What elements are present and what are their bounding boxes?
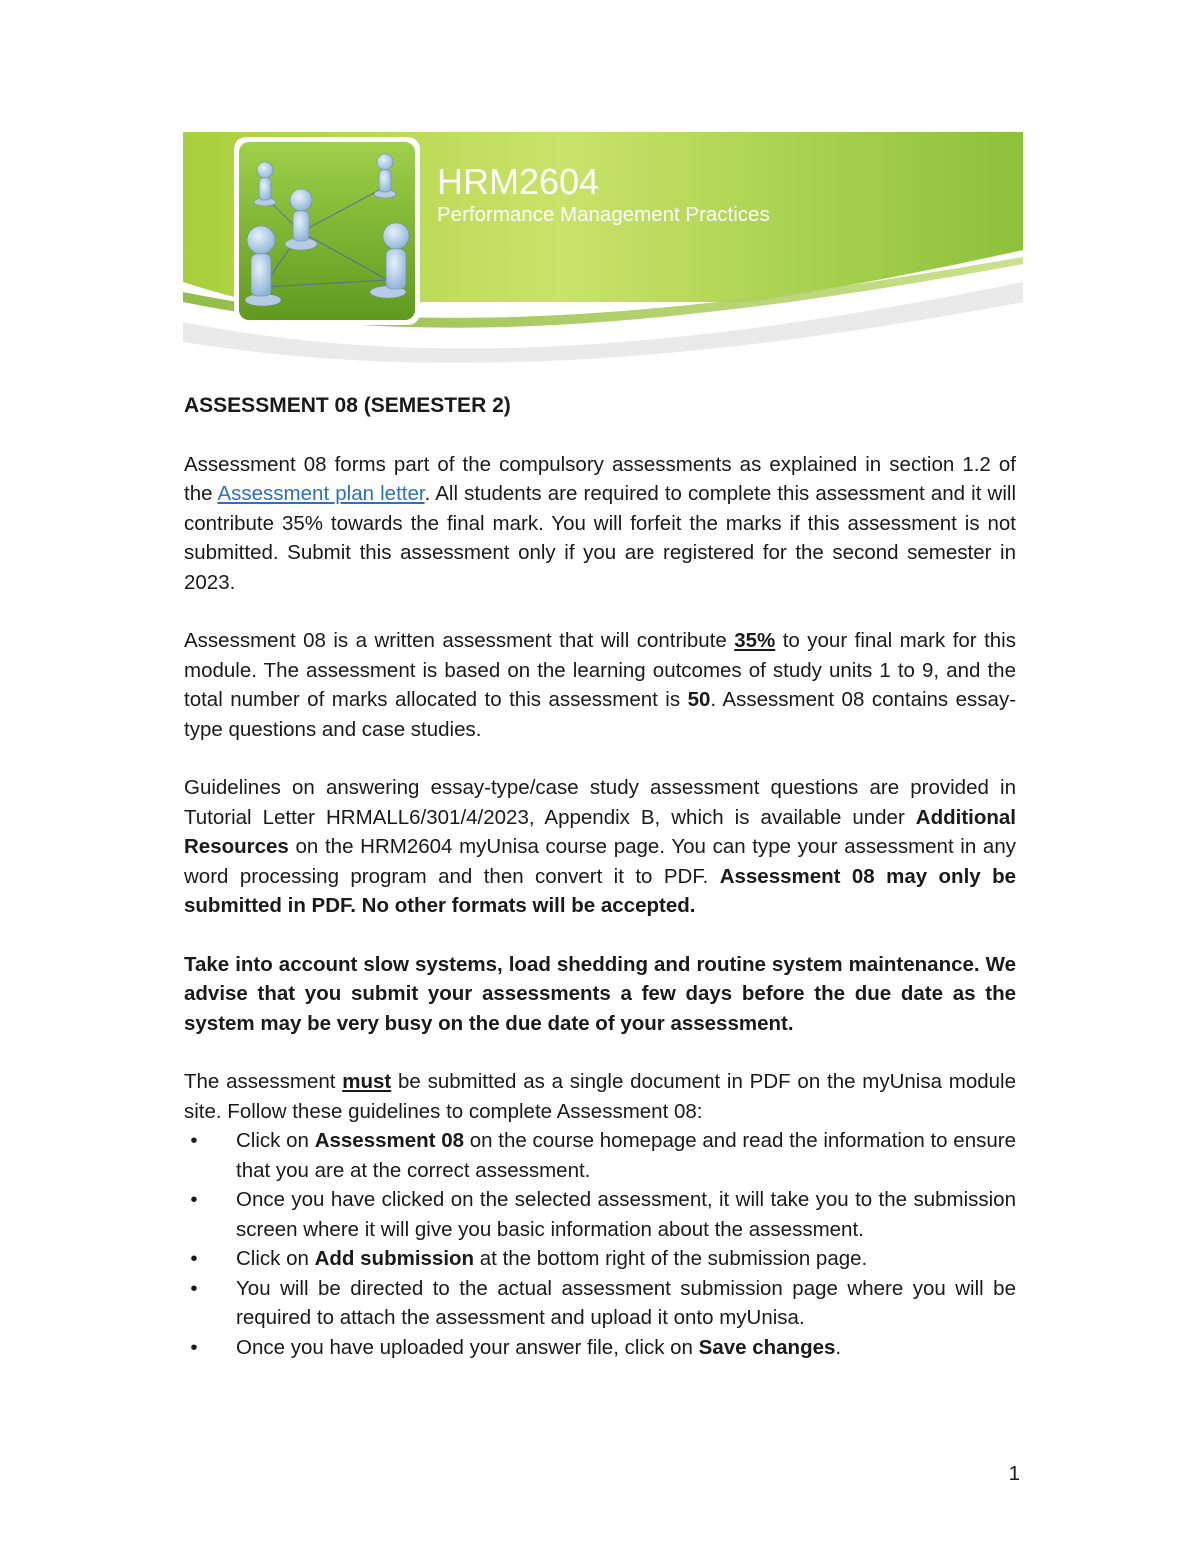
bullet-icon: • — [190, 1276, 198, 1300]
step-bold: Save changes — [698, 1335, 836, 1359]
intro-text-b: . All students are required to complete this assessment and it will contribute 35% towards the final mark. You will forfeit the marks if this assessment is not submitted. Submit this assessment only if you are registered for the second semester in 2023. — [184, 482, 1017, 594]
paragraph-intro — [184, 450, 1016, 598]
step-text: Click on — [236, 1247, 315, 1270]
course-title: Performance Management Practices — [437, 203, 770, 226]
document-body — [184, 391, 1016, 1362]
submission-steps — [184, 1126, 1016, 1362]
course-banner — [183, 132, 1023, 372]
pdf-notice: Assessment 08 may only be submitted in PDF. No other formats will be accepted. — [184, 864, 1017, 917]
step-text: . — [835, 1335, 842, 1359]
weighting-percent: 35% — [734, 629, 776, 652]
step-bold: Add submission — [314, 1247, 475, 1270]
paragraph-submission — [184, 1067, 1016, 1126]
course-code: HRM2604 — [437, 161, 600, 202]
step-text: on the course homepage and read the information to ensure that you are at the correct assessment. — [236, 1129, 1016, 1182]
submission-text-a: The assessment — [184, 1070, 343, 1093]
total-marks: 50 — [687, 688, 711, 711]
paragraph-weighting — [184, 626, 1016, 744]
step-text: Once you have uploaded your answer file, click on — [236, 1335, 699, 1359]
list-item — [184, 1185, 1016, 1244]
guidelines-text-b: on the HRM2604 myUnisa course page. You can type your assessment in any word processing program and then convert it to PDF. — [184, 835, 1016, 888]
list-item — [184, 1333, 1016, 1363]
bullet-icon: • — [190, 1188, 198, 1211]
list-item — [184, 1274, 1016, 1333]
must-emphasis: must — [342, 1070, 392, 1093]
weighting-text-b: to your final mark for this module. The assessment is based on the learning outcomes of study units 1 to 9, and the total number of marks allocated to this assessment is — [184, 629, 1016, 711]
bullet-icon: • — [190, 1335, 198, 1359]
step-bold: Assessment 08 — [314, 1129, 465, 1152]
page-title: ASSESSMENT 08 (SEMESTER 2) — [184, 394, 511, 417]
paragraph-system-warning: Take into account slow systems, load shedding and routine system maintenance. We advise that you submit your assessments a few days before the due date as the system may be very busy on the due date of your assessment. — [184, 952, 1016, 1035]
list-item — [184, 1126, 1016, 1185]
additional-resources: Additional Resources — [184, 805, 1016, 858]
intro-text-a: Assessment 08 forms part of the compulsory assessments as explained in section 1.2 of the — [184, 452, 1016, 505]
step-text: Once you have clicked on the selected assessment, it will take you to the submission screen where it will give you basic information about the assessment. — [236, 1188, 1016, 1241]
assessment-plan-link[interactable]: Assessment plan letter — [217, 482, 425, 505]
paragraph-guidelines — [184, 773, 1016, 921]
banner-graphic — [183, 132, 1023, 372]
page-number: 1 — [1008, 1462, 1020, 1485]
list-item — [184, 1244, 1016, 1274]
step-text: Click on — [236, 1129, 315, 1152]
step-text: You will be directed to the actual assessment submission page where you will be required to attach the assessment and upload it onto myUnisa. — [236, 1276, 1016, 1329]
weighting-text-a: Assessment 08 is a written assessment that will contribute — [184, 629, 735, 652]
submission-text-b: be submitted as a single document in PDF on the myUnisa module site. Follow these guidelines to complete Assessment 08: — [184, 1070, 1017, 1123]
guidelines-text-a: Guidelines on answering essay-type/case study assessment questions are provided in Tutorial Letter HRMALL6/301/4/2023, Appendix B, which is available under — [184, 776, 1016, 829]
bullet-icon: • — [190, 1247, 198, 1270]
weighting-text-c: . Assessment 08 contains essay-type questions and case studies. — [184, 688, 1017, 741]
bullet-icon: • — [190, 1129, 198, 1152]
step-text: at the bottom right of the submission page. — [474, 1247, 868, 1270]
